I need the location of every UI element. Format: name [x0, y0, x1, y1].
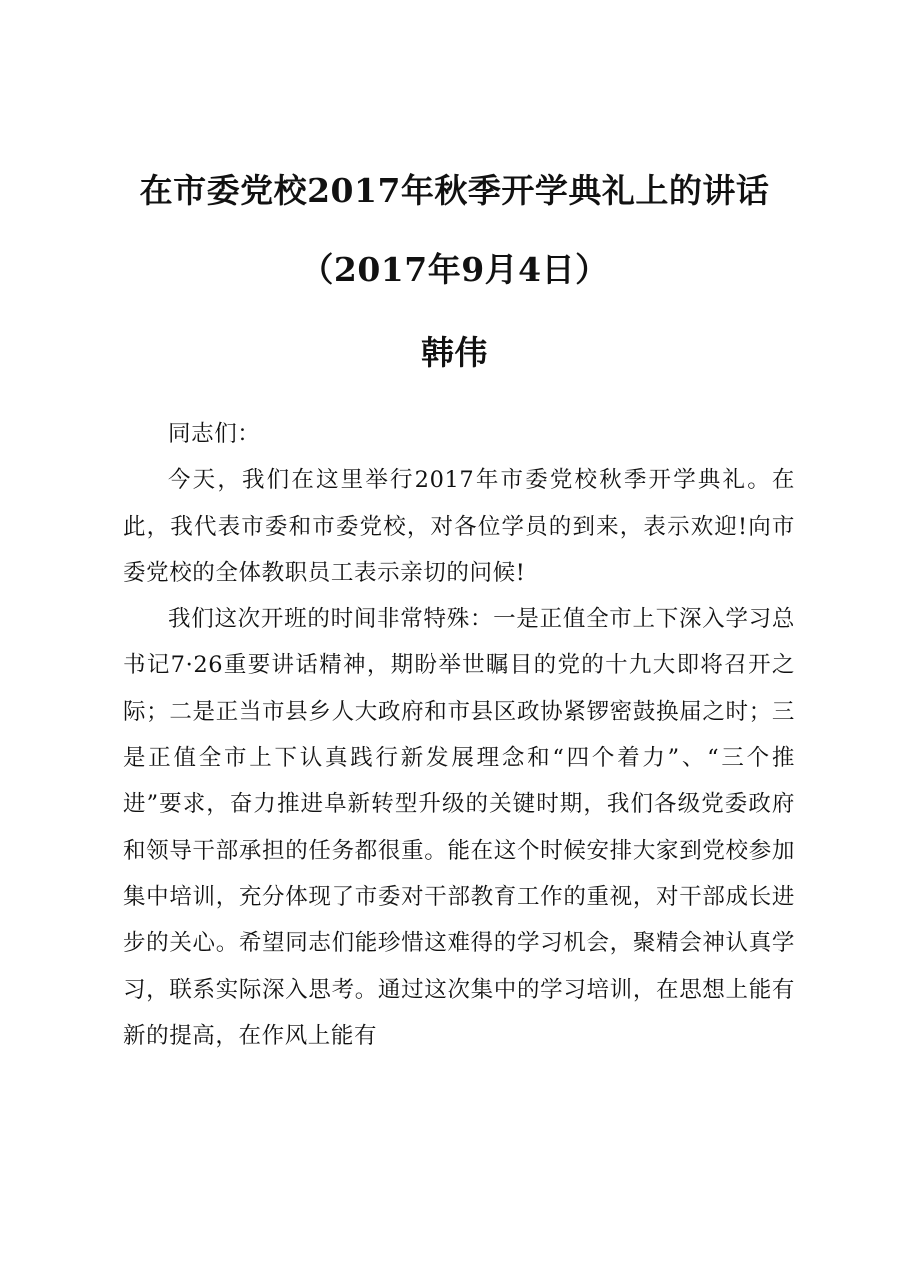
welcome-paragraph: 今天，我们在这里举行2017年市委党校秋季开学典礼。在此，我代表市委和市委党校，对各位学员的到来，表示欢迎!向市委党校的全体教职员工表示亲切的问候! [123, 467, 795, 586]
context-paragraph: 我们这次开班的时间非常特殊：一是正值全市上下深入学习总书记7·26重要讲话精神，期盼举世瞩目的党的十九大即将召开之际；二是正当市县乡人大政府和市县区政协紧锣密鼓换届之时；三是正值全市上下认真践行新发展理念和“四个着力”、“三个推进”要求，奋力推进阜新转型升级的关键时期，我们各级党委政府和领导干部承担的任务都很重。能在这个时候安排大家到党校参加集中培训，充分体现了市委对干部教育工作的重视，对干部成长进步的关心。希望同志们能珍惜这难得的学习机会，聚精会神认真学习，联系实际深入思考。通过这次集中的学习培训，在思想上能有新的提高，在作风上能有 [123, 606, 795, 1049]
document-body [123, 411, 795, 1059]
document-author: 韩伟 [421, 333, 488, 372]
salutation-paragraph: 同志们： [168, 421, 261, 447]
document-date: （2017年9月4日） [300, 250, 609, 289]
document-title: 在市委党校2017年秋季开学典礼上的讲话 [139, 171, 770, 210]
